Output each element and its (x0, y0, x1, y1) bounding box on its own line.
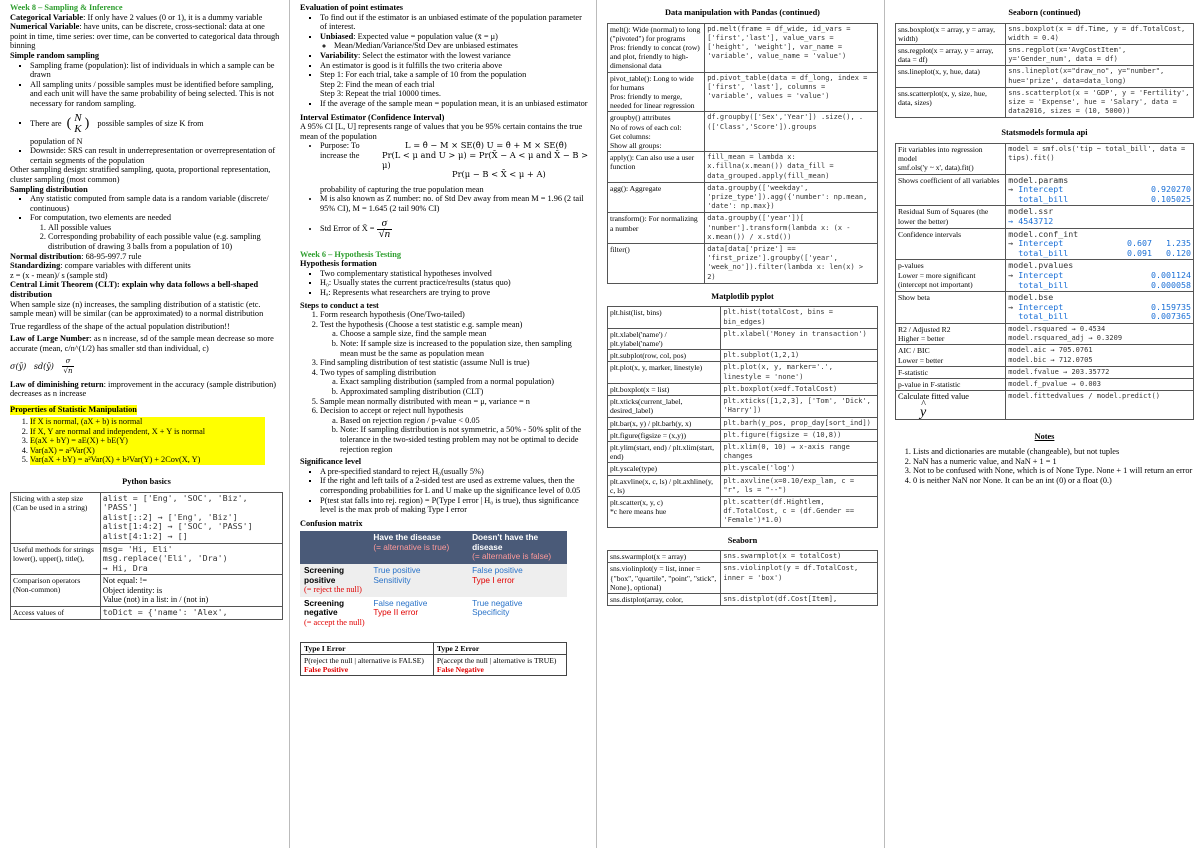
code-example: sns.violinplot(y = df.TotalCost, inner = 'box') (721, 563, 878, 594)
list-item: ▪ Downside: SRS can result in underrepresentation or overrepresentation of certain segments of the population (30, 146, 283, 165)
table-row: Slicing with a step size (Can be used in a string) alist = ['Eng', 'SOC', 'Biz', 'PASS'] alist[::2] → ['Eng', 'Biz'] alist[1:4:2] → ['SOC', 'PASS'] alist[4:1:2] → [] (11, 492, 283, 543)
table-row: Show beta model.bse → Intercept 0.159735 total_bill 0.007365 (896, 292, 1194, 324)
function-description: pivot_table(): Long to wide for humans Pros: friendly to merge, needed for linear regression (608, 72, 705, 112)
code-example: sns.scatterplot(x = 'GDP', y = 'Fertility', size = 'Expense', hue = 'Salary', data = data2016, sizes = (10, 5000)) (1006, 87, 1194, 118)
table-row (608, 23, 878, 72)
seaborn-heading: Seaborn (727, 535, 758, 545)
table-row (608, 417, 878, 429)
sampling-distribution-heading: Sampling distribution (10, 184, 88, 194)
evaluation-heading: Evaluation of point estimates (300, 3, 404, 12)
function-description: plt.boxplot(x = list) (608, 383, 721, 395)
list-item: ▪ Any statistic computed from sample data is a random variable (discrete/ continuous) (30, 194, 283, 213)
code-example: plt.figure(figsize = (10,8)) (721, 429, 878, 441)
function-description: plt.ylim(start, end) / plt.xlim(start, end) (608, 441, 721, 462)
column-seaborn-statsmodels (885, 0, 1200, 848)
table-row (608, 441, 878, 462)
table-row: Shows coefficient of all variables model.params → Intercept 0.920270 total_bill 0.105025 (896, 174, 1194, 206)
list-item: 2. Corresponding probability of each possible value (e.g. sampling distribution of drawing 3 balls from a population of 10) (48, 232, 283, 251)
function-description: sns.distplot(array, color, (608, 593, 721, 605)
list-item: • M is also known as Z number: no. of Std Dev away from mean M = 1.96 (2 tail 95% CI), M = 1.645 (2 tail 90% CI) (320, 194, 590, 213)
list-item: ▪ Unbiased: Expected value = population value (x̄ = μ) ◦ Mean/Median/Variance/Std Dev are unbiased estimates (320, 32, 590, 51)
column-pandas-plotting (597, 0, 885, 848)
code-example: plt.hist(totalCost, bins = bin_edges) (721, 307, 878, 328)
seaborn-table (607, 550, 878, 606)
properties-heading: Properties of Statistic Manipulation (10, 404, 137, 414)
table-row (608, 383, 878, 395)
list-item: 5. Var(aX + bY) = a²Var(X) + b²Var(Y) + 2Cov(X, Y) (30, 455, 283, 465)
list-item: 4. Var(aX) = a²Var(X) (30, 446, 283, 456)
table-row: Confidence intervals model.conf_int → Intercept 1.235 0.607 total_bill 0.120 0.091 (896, 228, 1194, 260)
code-example: sns.regplot(x='AvgCostItem', y='Gender_num', data = df) (1006, 45, 1194, 66)
table-row: Screening negative (= accept the null) False negative Type II error True negative Specificity (300, 597, 567, 630)
table-row: Calculate fitted value ^ y model.fittedvalues / model.predict() (896, 391, 1194, 420)
table-row: Comparison operators (Non-common) Not equal: != Object identity: is Value (not) in a list: in / (not in) (11, 575, 283, 607)
table-row (608, 350, 878, 362)
week8-heading: Week 8 – Sampling & Inference (10, 3, 123, 12)
list-item: ▪ P(test stat falls into rej. region) = P(Type I error | H₀ is true), thus significance level is the max prob of making Type I error (320, 496, 590, 515)
table-row (608, 362, 878, 383)
table-row (608, 307, 878, 328)
code-example: sns.swarmplot(x = totalCost) (721, 551, 878, 563)
list-item: ▪ An estimator is good is it fulfills the two criteria above (320, 61, 590, 71)
list-item: 1. Lists and dictionaries are mutable (changeable), but not tuples (913, 447, 1194, 457)
pandas-heading: Data manipulation with Pandas (continued) (665, 8, 820, 17)
function-description: melt(): Wide (normal) to long ("pivoted") for programs Pros: friendly to concat (row) and plot, friendly to high-dimensional data (608, 23, 705, 72)
code-example: sns.lineplot(x="draw_no", y="number", hue='prize', data=data_long) (1006, 66, 1194, 87)
matplotlib-table (607, 306, 878, 527)
statsmodels-heading: Statsmodels formula api (1001, 128, 1088, 138)
function-description: apply(): Can also use a user function (608, 152, 705, 183)
table-row: AIC / BIC Lower = better model.aic → 705.0761 model.bic → 712.0705 (896, 345, 1194, 366)
standardizing-def: Standardizing: compare variables with different units (10, 261, 191, 271)
list-item: ▪ For computation, two elements are needed 1. All possible values 2. Corresponding probability of each possible value (e.g. sampling distribution of drawing 3 balls from a population of 10) (30, 213, 283, 251)
list-item: ▪ H₀: Usually states the current practice/results (status quo) (320, 278, 590, 288)
code-example: plt.plot(x, y, marker='.', linestyle = 'none') (721, 362, 878, 383)
table-row (608, 429, 878, 441)
list-item: 1. Form research hypothesis (One/Two-tailed) (320, 310, 590, 320)
list-item: ▪ A pre-specified standard to reject H₀(usually 5%) (320, 467, 590, 477)
function-description: sns.lineplot(x, y, hue, data) (896, 66, 1006, 87)
table-row: Residual Sum of Squares (the lower the better) model.ssr → 4543712 (896, 206, 1194, 228)
list-item: ▪ All sampling units / possible samples must be identified before sampling, and each unit will have the same probability of being selected. This is not necessary for random sampling. (30, 80, 283, 109)
table-row: p-values Lower = more significant (intercept not important) model.pvalues → Intercept 0.001124 total_bill 0.000058 (896, 260, 1194, 292)
code-example: df.groupby(['Sex','Year']) .size(), .(['Class','Score']).groups (705, 112, 878, 152)
list-item: 2. If X, Y are normal and independent, X + Y is normal (30, 427, 283, 437)
steps-heading: Steps to conduct a test (300, 300, 379, 310)
table-row (896, 66, 1194, 87)
table-row: P(reject the null | alternative is FALSE) False Positive P(accept the null | alternative is TRUE) False Negative (301, 654, 567, 675)
seaborn-continued-table (895, 23, 1194, 119)
code-example: fill_mean = lambda x: x.fillna(x.mean()) data_fill = data_grouped.apply(fill_mean) (705, 152, 878, 183)
function-description: filter() (608, 244, 705, 284)
notes-list (895, 447, 1194, 485)
function-description: plt.hist(list, bins) (608, 307, 721, 328)
table-row (608, 563, 878, 594)
lln-def: Law of Large Number: as n increase, sd of the sample mean decrease so more accurate (mean, c/n^(1/2) has smaller std than individual, c) (10, 334, 274, 353)
pandas-table (607, 23, 878, 284)
table-row (608, 593, 878, 605)
significance-heading: Significance level (300, 457, 362, 467)
list-item: ◦ Mean/Median/Variance/Std Dev are unbiased estimates (334, 41, 590, 51)
list-item: ▪ There are ( N K ) possible samples of size K from population of N (30, 113, 283, 147)
table-row (896, 87, 1194, 118)
python-basics-table (10, 492, 283, 620)
function-description: sns.regplot(x = array, y = array, data = df) (896, 45, 1006, 66)
list-item: ▪ Two complementary statistical hypotheses involved (320, 269, 590, 279)
table-row (896, 45, 1194, 66)
table-row (608, 182, 878, 213)
function-description: plt.bar(x, y) / plt.barh(y, x) (608, 417, 721, 429)
table-row: R2 / Adjusted R2 Higher = better model.rsquared → 0.4534 model.rsquared_adj → 0.3209 (896, 323, 1194, 344)
function-description: plt.subplot(row, col, pos) (608, 350, 721, 362)
list-item: 4. 0 is neither NaN nor None. It can be an int (0) or a float (0.) (913, 476, 1194, 486)
table-row: Have the disease (= alternative is true) Doesn't have the disease (= alternative is false) (300, 531, 567, 564)
srs-heading: Simple random sampling (10, 50, 99, 60)
function-description: plt.xlabel('name') / plt.ylabel('name') (608, 328, 721, 349)
table-row: Screening positive (= reject the null) True positive Sensitivity False positive Type I error (300, 564, 567, 597)
code-example: data.groupby(['weekday', 'prize_type']).agg({'number': np.mean, 'date': np.max}) (705, 182, 878, 213)
error-types-table (300, 642, 567, 676)
table-row (608, 152, 878, 183)
python-basics-heading: Python basics (122, 476, 171, 486)
other-designs: Other sampling design: stratified sampling, quota, proportional representation, cluster sampling (most common) (10, 165, 271, 184)
code-example: plt.xlim(0, 10) → x-axis range changes (721, 441, 878, 462)
code-example: plt.barh(y_pos, prop_day[sort_ind]) (721, 417, 878, 429)
code-example: plt.axvline(x=0.10/exp_lam, c = "r", ls = "--") (721, 475, 878, 496)
table-row: F-statistic model.fvalue → 203.35772 (896, 366, 1194, 378)
table-row (608, 396, 878, 417)
clt-heading: Central Limit Theorem (CLT): explain why data follows a bell-shaped distribution (10, 280, 259, 300)
function-description: sns.violinplot(y = list, inner = {"box", "quartile", "point", "stick", None}, optional) (608, 563, 721, 594)
table-row: Access values of toDict = {'name': 'Alex', (11, 607, 283, 620)
table-row (608, 112, 878, 152)
list-item: 3. E(aX + bY) = aE(X) + bE(Y) (30, 436, 283, 446)
interval-estimator-text: A 95% CI [L, U] represents range of values that you be 95% certain contains the true mean of the population (300, 122, 583, 141)
list-item: ▪ Step 1: For each trial, take a sample of 10 from the population Step 2: Find the mean of each trial Step 3: Repeat the trial 10000 times. (320, 70, 590, 99)
code-example: plt.scatter(df.Hightlem, df.TotalCost, c = (df.Gender == 'Female')*1.0) (721, 496, 878, 527)
function-description: sns.swarmplot(x = array) (608, 551, 721, 563)
table-row (608, 463, 878, 475)
hypothesis-formation-heading: Hypothesis formation (300, 259, 377, 269)
function-description: groupby() attributes No of rows of each col: Get columns: Show all groups: (608, 112, 705, 152)
table-row (608, 328, 878, 349)
table-row: Useful methods for strings lower(), upper(), title(), msg= 'Hi, Eli' msg.replace('Eli', 'Dra') → Hi, Dra (11, 543, 283, 575)
function-description: plt.plot(x, y, marker, linestyle) (608, 362, 721, 383)
srs-list (10, 61, 283, 166)
properties-list (10, 417, 283, 465)
list-item: ▪ Variability: Select the estimator with the lowest variance (320, 51, 590, 61)
list-item: ▪ If the right and left tails of a 2-sided test are used as extreme values, then the corresponding probabilities for L and U make up the significance level of 0.05 (320, 476, 590, 495)
function-description: plt.figure(figsize = (x,y)) (608, 429, 721, 441)
code-example: sns.boxplot(x = df.Time, y = df.TotalCost, width = 0.4) (1006, 23, 1194, 44)
code-example: plt.xticks([1,2,3], ['Tom', 'Dick', 'Harry']) (721, 396, 878, 417)
table-row (608, 244, 878, 284)
y-hat-symbol: ^ y (920, 408, 926, 418)
code-example: plt.yscale('log') (721, 463, 878, 475)
list-item: ▪ If the average of the sample mean = population mean, it is an unbiased estimator (320, 99, 590, 109)
table-row (896, 23, 1194, 44)
column-estimation-testing (290, 0, 597, 848)
categorical-variable-def: Categorical Variable: If only have 2 values (0 or 1), it is a dummy variable (10, 12, 263, 22)
normal-distribution-def: Normal distribution: 68-95-997.7 rule (10, 251, 142, 261)
function-description: agg(): Aggregate (608, 182, 705, 213)
function-description: sns.scatterplot(x, y, size, hue, data, sizes) (896, 87, 1006, 118)
column-sampling-inference (0, 0, 290, 848)
code-example: plt.xlabel('Money in transaction') (721, 328, 878, 349)
list-item: 1. All possible values (48, 223, 283, 233)
sd-formula: σ(ȳ) sd(ȳ) $\frac{\sigma}{√n}$ (10, 356, 73, 376)
list-item: • Purpose: To increase the L = θ̂ − M × SE(θ̂) U = θ̂ + M × SE(θ̂) Pr(L < μ and U > μ) = Pr(X̄ − A < μ and X̄ − B > μ) Pr(μ − B < X̄ < μ + A) probability of capturing the true population mean (320, 141, 590, 194)
table-row (608, 551, 878, 563)
list-item: ▪ Hₐ: Represents what researchers are trying to prove (320, 288, 590, 298)
list-item: ▪ Sampling frame (population): list of individuals in which a sample can be drawn (30, 61, 283, 80)
table-row: p-value in F-statistic model.f_pvalue → 0.003 (896, 378, 1194, 390)
code-example: data[data['prize'] == 'first_prize'].groupby(['year', 'week_no']).filter(lambda x: len(x) > 2) (705, 244, 878, 284)
seaborn-continued-heading: Seaborn (continued) (1008, 8, 1081, 17)
list-item: 2. Test the hypothesis (Choose a test statistic e.g. sample mean) a. Choose a sample size, find the sample mean b. Note: If sample size is increased to the population size, then sampling mean must be the same as population mean (320, 320, 590, 358)
confusion-matrix-heading: Confusion matrix (300, 518, 363, 528)
list-item: 1. If X is normal, (aX + b) is normal (30, 417, 283, 427)
function-description: plt.axvline(x, c, ls) / plt.axhline(y, c, ls) (608, 475, 721, 496)
list-item: 4. Two types of sampling distribution a. Exact sampling distribution (sampled from a normal population) b. Approximated sampling distribution (CLT) (320, 368, 590, 397)
table-row (608, 496, 878, 527)
list-item: 2. NaN has a numeric value, and NaN + 1 = 1 (913, 457, 1194, 467)
true-regardless: True regardless of the shape of the actual population distribution!! (10, 321, 230, 331)
clt-text: When sample size (n) increases, the sampling distribution of a statistic (etc. sample mean) will be similar (can be approximated) to a normal distribution (10, 299, 264, 319)
function-description: plt.scatter(x, y, c) *c here means hue (608, 496, 721, 527)
list-item: 3. Find sampling distribution of test statistic (assume Null is true) (320, 358, 590, 368)
list-item: ▪ To find out if the estimator is an unbiased estimate of the population parameter of interest. (320, 13, 590, 32)
interval-estimator-heading: Interval Estimator (Confidence Interval) (300, 112, 445, 122)
list-item: 3. Not to be confused with None, which is of None Type. None + 1 will return an error (913, 466, 1194, 476)
table-row (608, 475, 878, 496)
table-row: Fit variables into regression model smf.ols('y ~ x', data).fit() model = smf.ols('tip ~ total_bill', data = tips).fit() (896, 144, 1194, 175)
matplotlib-heading: Matplotlib pyplot (711, 291, 774, 301)
table-row (608, 213, 878, 244)
code-example: plt.subplot(1,2,1) (721, 350, 878, 362)
statsmodels-table (895, 143, 1194, 420)
ldr-def: Law of diminishing return: improvement in the accuracy (sample distribution) decreases as n increase (10, 379, 277, 399)
numerical-variable-def: Numerical Variable: have units, can be discrete, cross-sectional: data at one point in time, time series: over time, can be converted to categorical data through binning (10, 22, 280, 51)
code-example: pd.melt(frame = df_wide, id_vars = ['first','last'], value_vars = ['height', 'weight'], var_name = 'variable', value_name = 'value') (705, 23, 878, 72)
z-formula: z = (x - mean)/ s (sample std) (10, 270, 108, 280)
function-description: plt.yscale(type) (608, 463, 721, 475)
code-example: pd.pivot_table(data = df_long, index = ['first', 'last'], columns = 'variable', values = 'value') (705, 72, 878, 112)
table-row (608, 72, 878, 112)
code-example: sns.distplot(df.Cost[Item], (721, 593, 878, 605)
week6-heading: Week 6 – Hypothesis Testing (300, 249, 401, 259)
function-description: transform(): For normalizing a number (608, 213, 705, 244)
confusion-matrix (300, 531, 567, 629)
function-description: sns.boxplot(x = array, y = array, width) (896, 23, 1006, 44)
function-description: plt.xticks(current_label, desired_label) (608, 396, 721, 417)
table-row: Type I Error Type 2 Error (301, 642, 567, 654)
notes-heading: Notes (1034, 432, 1055, 442)
list-item: 5. Sample mean normally distributed with mean = μ, variance = n (320, 397, 590, 407)
list-item: 6. Decision to accept or reject null hypothesis a. Based on rejection region / p-value < 0.05 b. Note: If sampling distribution is not symmetric, a 50% - 50% split of the tolerance in the two-sided testing problem may not be optimal to decide rejection region (320, 406, 590, 454)
code-example: data.groupby(['year'])[ 'number'].transform(lambda x: (x - x.mean()) / x.std()) (705, 213, 878, 244)
code-example: plt.boxplot(x=df.TotalCost) (721, 383, 878, 395)
list-item: • Std Error of X̄ = $\frac{\sigma}{√n}$ (320, 219, 590, 239)
